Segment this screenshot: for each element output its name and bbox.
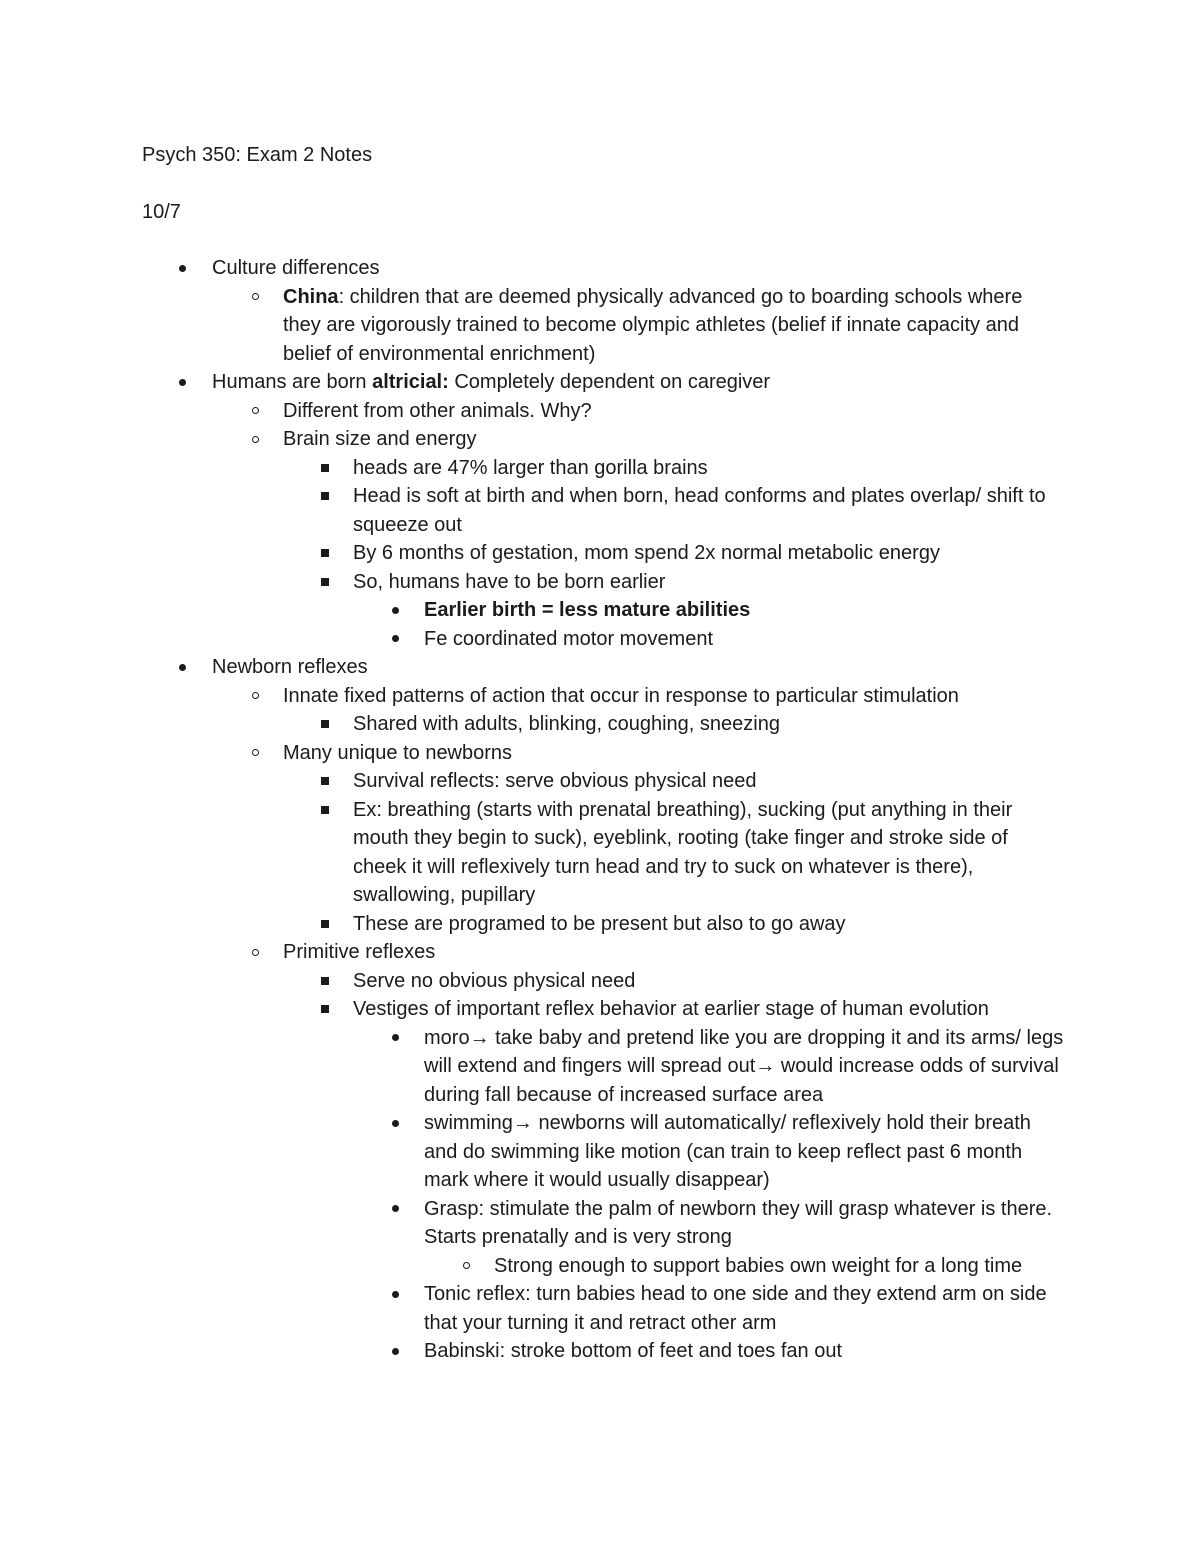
list-item [424,1195,1064,1252]
list-item [424,1109,1064,1195]
item-text: moro→ take baby and pretend like you are dropping it and its arms/ legs will extend and fingers will spread out→ would increase odds of survival during fall because of increased surface area [424,1026,1064,1106]
list-item [353,710,1053,739]
square-bullet-icon [317,767,333,796]
item-text: heads are 47% larger than gorilla brains [353,456,708,479]
list-item [353,796,1053,910]
list-item [283,938,1043,967]
list-item [494,1252,1054,1281]
item-bold-text: Earlier birth = less mature abilities [424,599,751,621]
list-item [283,283,1043,369]
note-date: 10/7 [142,201,181,223]
item-text: Head is soft at birth and when born, head conforms and plates overlap/ shift to squeeze out [353,485,1046,536]
item-text: These are programed to be present but also to go away [353,912,846,935]
list-item [212,653,1092,682]
circle-bullet-icon [247,938,263,967]
document-title: Psych 350: Exam 2 Notes [142,144,373,166]
square-bullet-icon [317,568,333,597]
disc-bullet-icon [387,1337,403,1366]
item-bold-text: altricial: [372,371,449,393]
list-item [424,596,1064,625]
list-item [353,482,1053,539]
item-text: Different from other animals. Why? [283,399,592,422]
list-item [353,767,1053,796]
item-text: Fe coordinated motor movement [424,627,714,650]
item-text: Humans are born [212,371,373,393]
item-text: Serve no obvious physical need [353,969,636,992]
list-item [283,397,1043,426]
item-text: Vestiges of important reflex behavior at earlier stage of human evolution [353,998,989,1020]
square-bullet-icon [317,482,333,511]
item-text: By 6 months of gestation, mom spend 2x normal metabolic energy [353,542,940,564]
disc-bullet-icon [387,596,403,625]
disc-bullet-icon [387,1109,403,1138]
item-text: Strong enough to support babies own weight for a long time [494,1254,1023,1277]
circle-bullet-icon [458,1252,474,1281]
item-text: Brain size and energy [283,428,477,450]
list-item [283,739,1043,768]
item-bold-text: China [283,285,339,308]
item-text: Many unique to newborns [283,741,513,764]
list-item [283,425,1043,454]
disc-bullet-icon [387,1280,403,1309]
list-item [424,1337,1064,1366]
square-bullet-icon [317,995,333,1024]
disc-bullet-icon [174,254,190,283]
item-text: Babinski: stroke bottom of feet and toes fan out [424,1340,843,1362]
square-bullet-icon [317,454,333,483]
item-text: Shared with adults, blinking, coughing, sneezing [353,713,780,735]
notes-list [0,254,1200,1366]
square-bullet-icon [317,710,333,739]
square-bullet-icon [317,539,333,568]
circle-bullet-icon [247,283,263,312]
list-item [353,568,1053,597]
disc-bullet-icon [387,1195,403,1224]
item-text: Ex: breathing (starts with prenatal breathing), sucking (put anything in their mouth they begin to suck), eyeblink, rooting (take finger and stroke side of cheek it will reflexively turn head and try to suck on whatever is there), swallowing, pupillary [353,798,1013,906]
item-text: Primitive reflexes [283,941,436,963]
list-item [424,1024,1064,1110]
square-bullet-icon [317,967,333,996]
list-item [353,967,1053,996]
list-item [353,995,1053,1024]
list-item [424,625,1064,654]
list-item [353,454,1053,483]
circle-bullet-icon [247,425,263,454]
square-bullet-icon [317,910,333,939]
list-item [212,254,1092,283]
item-text: Completely dependent on caregiver [448,371,771,393]
disc-bullet-icon [174,368,190,397]
list-item [353,539,1053,568]
item-text: Culture differences [212,257,380,279]
item-text: Survival reflects: serve obvious physical need [353,770,757,792]
item-text: Innate fixed patterns of action that occur in response to particular stimulation [283,684,959,707]
disc-bullet-icon [387,1024,403,1053]
circle-bullet-icon [247,397,263,426]
item-text: Tonic reflex: turn babies head to one side and they extend arm on side that your turning it and retract other arm [424,1283,1047,1334]
circle-bullet-icon [247,682,263,711]
list-item [283,682,1043,711]
disc-bullet-icon [387,625,403,654]
item-text: Grasp: stimulate the palm of newborn they will grasp whatever is there. Starts prenatally and is very strong [424,1197,1053,1248]
list-item [212,368,1092,397]
item-text: Newborn reflexes [212,656,368,678]
square-bullet-icon [317,796,333,825]
disc-bullet-icon [174,653,190,682]
item-text: : children that are deemed physically advanced go to boarding schools where they are vigorously trained to become olympic athletes (belief if innate capacity and belief of environmental enrichment) [283,285,1023,365]
list-item [353,910,1053,939]
item-text: So, humans have to be born earlier [353,570,666,593]
circle-bullet-icon [247,739,263,768]
item-text: swimming→ newborns will automatically/ reflexively hold their breath and do swimming like motion (can train to keep reflect past 6 month mark where it would usually disappear) [424,1112,1031,1191]
list-item [424,1280,1064,1337]
